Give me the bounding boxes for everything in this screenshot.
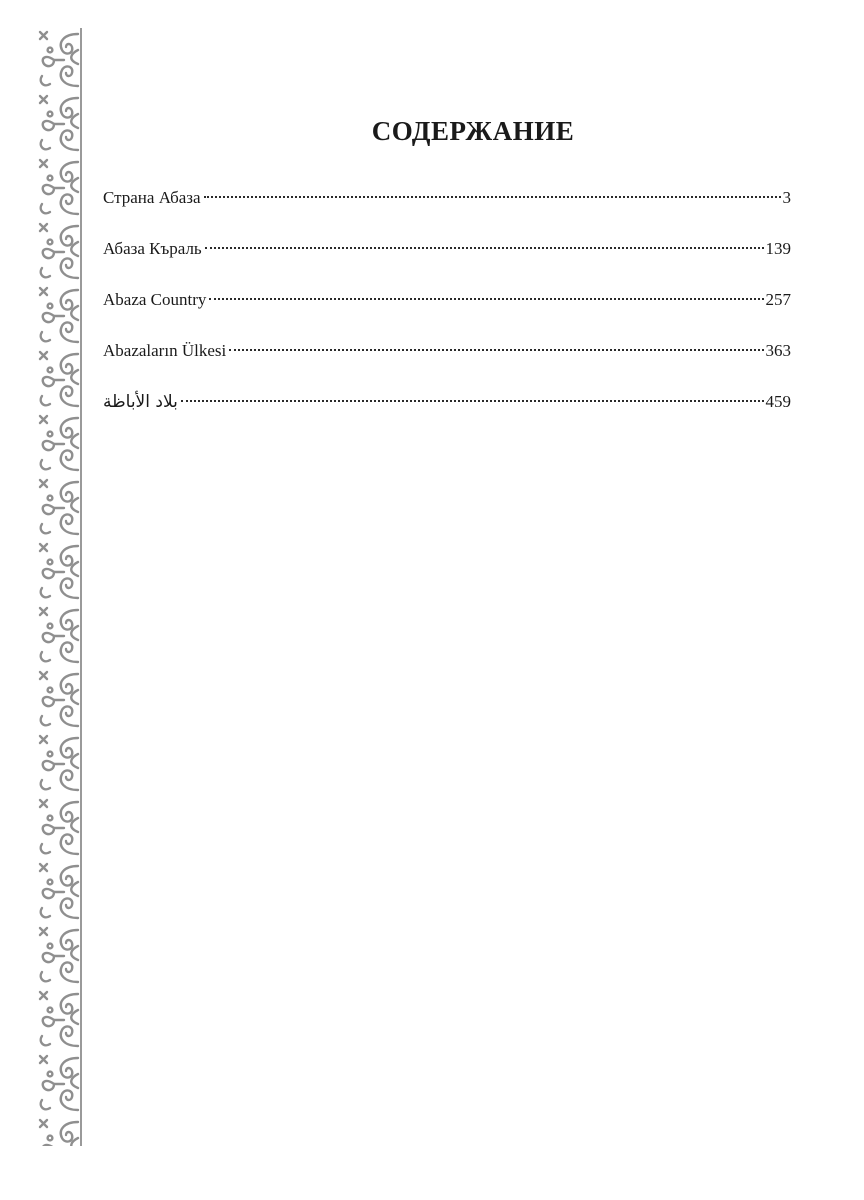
toc-entry-label: Абаза Къраль — [103, 239, 202, 258]
toc-entry-page: 363 — [765, 341, 791, 360]
toc-leader-dots — [229, 349, 763, 351]
toc-entry-page: 139 — [765, 239, 791, 258]
table-of-contents — [103, 183, 791, 438]
toc-leader-dots — [209, 298, 763, 300]
toc-entry[interactable] — [103, 336, 791, 387]
floral-scroll-ornament-icon — [34, 28, 82, 1146]
toc-entry-label: Abaza Country — [103, 290, 207, 309]
ornament-rule — [80, 28, 82, 1146]
toc-entry-page: 3 — [782, 188, 791, 207]
toc-entry-label: Abazaların Ülkesi — [103, 341, 227, 360]
toc-entry[interactable] — [103, 234, 791, 285]
toc-entry[interactable] — [103, 387, 791, 438]
toc-entry-label: بلاد الأباظة — [103, 392, 178, 412]
toc-entry-label: Страна Абаза — [103, 188, 201, 207]
toc-leader-dots — [181, 400, 764, 402]
toc-entry[interactable] — [103, 285, 791, 336]
toc-leader-dots — [204, 196, 781, 198]
toc-entry-page: 459 — [765, 392, 791, 411]
page-title: СОДЕРЖАНИЕ — [371, 116, 575, 146]
toc-entry-page: 257 — [765, 290, 791, 309]
ornament-border — [34, 28, 82, 1146]
toc-entry[interactable] — [103, 183, 791, 234]
toc-leader-dots — [205, 247, 764, 249]
